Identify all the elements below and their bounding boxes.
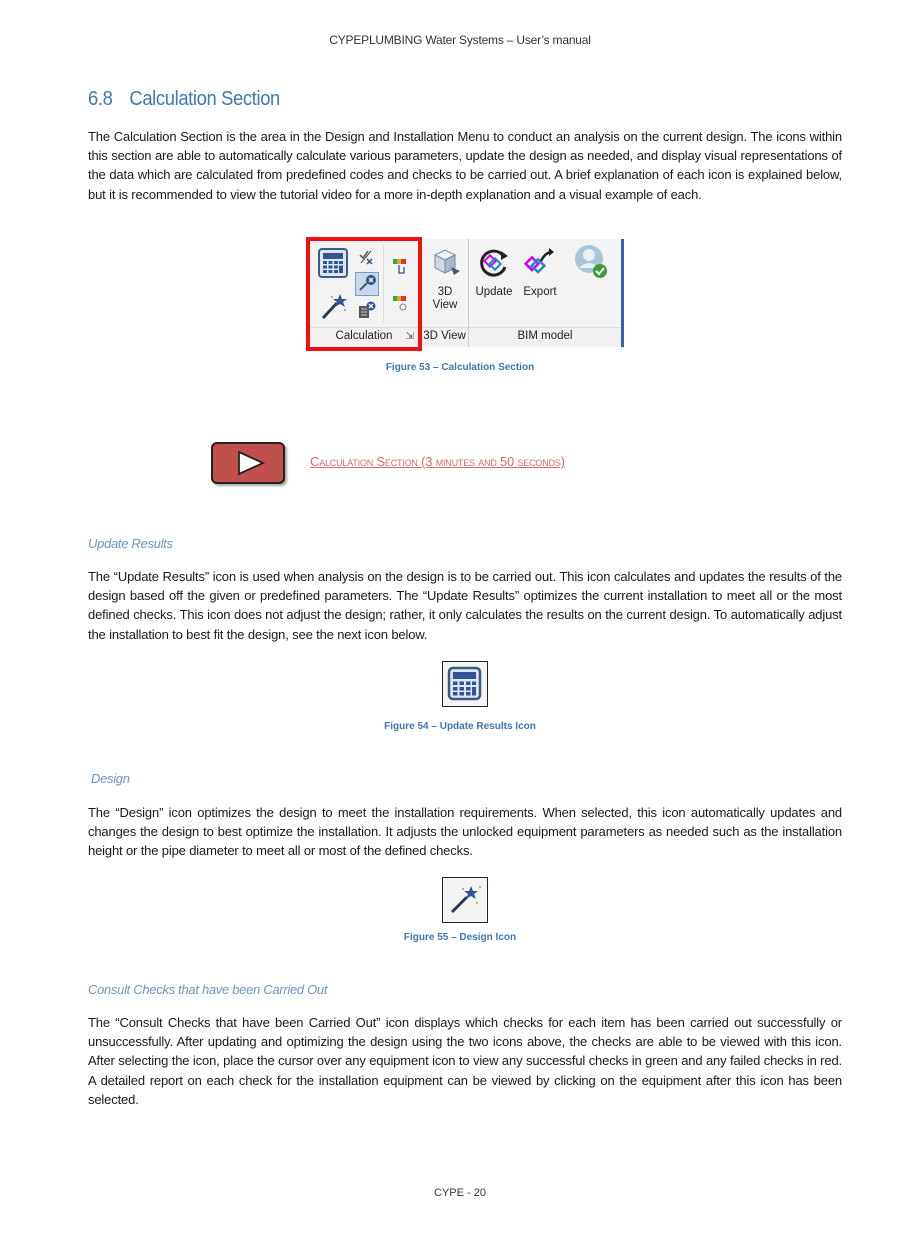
calculator-icon (443, 662, 486, 705)
export-button[interactable]: Export (523, 286, 557, 298)
dialog-launcher-icon[interactable]: ⇲ (405, 331, 414, 342)
intro-paragraph: The Calculation Section is the area in the Design and Installation Menu to conduct an analysis on the current design. The icons within this section are able to automatically calculate various parameters, update the design as needed, and display visual representations of the data which are calculated from predefined codes and checks to be carried out. A brief explanation of each icon is explained below, but it is recommended to view the tutorial video for a more in-depth explanation and a visual example of each. (88, 129, 842, 202)
3d-view-label-line2: View (432, 299, 458, 311)
figure-54-image (442, 661, 488, 707)
figure-55-image (442, 877, 488, 923)
3d-view-label-line1: 3D (437, 286, 453, 298)
subsection-title-design: Design (91, 771, 130, 786)
figure-54-caption: Figure 54 – Update Results Icon (384, 721, 536, 732)
user-check-icon[interactable] (574, 244, 608, 280)
bim-export-icon[interactable] (523, 247, 555, 279)
play-icon (213, 444, 283, 482)
video-link[interactable]: Calculation Section (3 minutes and 50 seconds) (310, 454, 565, 469)
page-footer: CYPE - 20 (434, 1187, 486, 1199)
section-number: 6.8 (88, 88, 113, 110)
calculation-label: Calculation (335, 330, 393, 342)
running-header: CYPEPLUMBING Water Systems – User’s manual (329, 33, 591, 47)
subsection-title-consult-checks: Consult Checks that have been Carried Out (88, 982, 328, 997)
ribbon-group-3d-view (420, 239, 468, 347)
ribbon-group-bim-model (468, 239, 621, 347)
consult-checks-paragraph: The “Consult Checks that have been Carried Out” icon displays which checks for each item has been carried out successfully or unsuccessfully. After updating and optimizing the design using the two icons above, the checks are able to be viewed with this icon. After selecting the icon, place the cursor over any equipment icon to view any successful checks in green and any failed checks in red. A detailed report on each check for the installation equipment can be viewed by clicking on the equipment after this icon has been selected. (88, 1015, 842, 1107)
ribbon-group-label-3d-view: 3D View (421, 327, 468, 345)
subsection-title-update-results: Update Results (88, 536, 173, 551)
figure-55-caption: Figure 55 – Design Icon (403, 932, 517, 943)
video-play-button[interactable] (211, 442, 285, 484)
design-wand-icon (443, 878, 486, 921)
design-paragraph: The “Design” icon optimizes the design to meet the installation requirements. When selected, this icon automatically updates and changes the design to best optimize the installation. It adjusts the unlocked equipment parameters as needed such as the installation height or the pipe diameter to meet all or most of the defined checks. (88, 805, 842, 859)
figure-53-caption: Figure 53 – Calculation Section (385, 362, 535, 373)
bim-update-icon[interactable] (477, 247, 509, 279)
highlight-box (306, 237, 422, 351)
ribbon-group-label-bim-model: BIM model (469, 327, 621, 345)
section-title-text: Calculation Section (129, 88, 280, 110)
3d-view-button[interactable] (421, 286, 469, 312)
update-results-paragraph: The “Update Results” icon is used when analysis on the design is to be carried out. This icon calculates and updates the results of the design based off the given or predefined parameters. The “Update Results” optimizes the current installation to meet all or the most defined checks. This icon does not adjust the design; rather, it only calculates the results on the current design. To automatically adjust the installation to best fit the design, see the next icon below. (88, 569, 842, 642)
update-button[interactable]: Update (475, 286, 513, 298)
cube-icon[interactable] (429, 247, 461, 277)
section-title (88, 88, 280, 111)
